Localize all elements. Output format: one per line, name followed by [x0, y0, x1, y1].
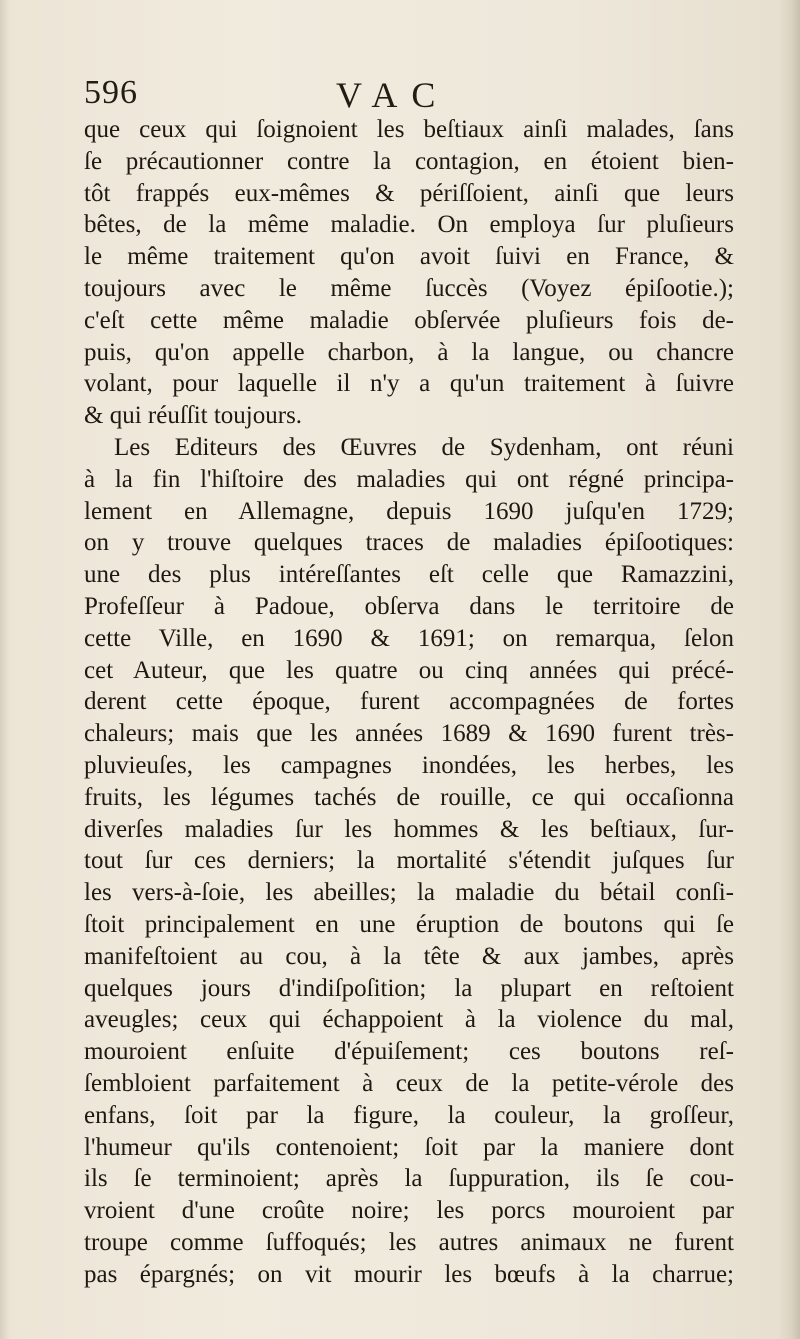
text-line: derent cette époque, furent accompagnées de fortes: [84, 688, 734, 716]
page-number: 596: [84, 74, 138, 111]
text-line: on y trouve quelques traces de maladies épiſootiques:: [84, 529, 734, 557]
text-line: ſe précautionner contre la contagion, en étoient bien-: [84, 147, 734, 175]
text-line: le même traitement qu'on avoit ſuivi en France, &: [84, 243, 734, 271]
text-line: ſembloient parfaitement à ceux de la petite-vérole des: [84, 1069, 734, 1097]
page-header: [84, 74, 734, 118]
text-line: cet Auteur, que les quatre ou cinq années qui précé-: [84, 656, 734, 684]
text-line: manifeſtoient au cou, à la tête & aux jambes, après: [84, 942, 734, 970]
text-line: que ceux qui ſoignoient les beſtiaux ainſi malades, ſans: [84, 116, 734, 143]
text-line: vroient d'une croûte noire; les porcs mouroient par: [84, 1197, 734, 1225]
running-head: VAC: [336, 75, 450, 115]
text-line: toujours avec le même ſuccès (Voyez épiſootie.);: [84, 274, 734, 302]
text-line: pas épargnés; on vit mourir les bœufs à la charrue;: [84, 1260, 734, 1288]
paragraph-start-line: Les Editeurs des Œuvres de Sydenham, ont réuni: [114, 433, 734, 461]
text-line: pluvieuſes, les campagnes inondées, les herbes, les: [84, 751, 734, 779]
spine-shadow: [778, 0, 800, 1339]
text-line: puis, qu'on appelle charbon, à la langue, ou chancre: [84, 338, 734, 366]
page-left-edge: [0, 0, 10, 1339]
text-line: l'humeur qu'ils contenoient; ſoit par la maniere dont: [84, 1133, 734, 1161]
text-line: lement en Allemagne, depuis 1690 juſqu'en 1729;: [84, 497, 734, 525]
text-line: chaleurs; mais que les années 1689 & 1690 furent très-: [84, 720, 734, 748]
text-line: cette Ville, en 1690 & 1691; on remarqua, ſelon: [84, 624, 734, 652]
paragraph-end-line: & qui réuſſit toujours.: [84, 402, 303, 430]
text-line: tout ſur ces derniers; la mortalité s'étendit juſques ſur: [84, 847, 734, 875]
text-line: c'eſt cette même maladie obſervée pluſieurs fois de-: [84, 306, 734, 334]
text-line: fruits, les légumes tachés de rouille, ce qui occaſionna: [84, 783, 734, 811]
text-line: enfans, ſoit par la figure, la couleur, la groſſeur,: [84, 1101, 734, 1129]
text-line: diverſes maladies ſur les hommes & les beſtiaux, ſur-: [84, 815, 734, 843]
text-line: Profeſſeur à Padoue, obſerva dans le territoire de: [84, 592, 734, 620]
body-text: [84, 114, 734, 1290]
text-line: une des plus intéreſſantes eſt celle que Ramazzini,: [84, 561, 734, 589]
text-line: bêtes, de la même maladie. On employa ſur pluſieurs: [84, 211, 734, 239]
text-line: mouroient enſuite d'épuiſement; ces boutons reſ-: [84, 1038, 734, 1066]
text-line: à la fin l'hiſtoire des maladies qui ont régné principa-: [84, 465, 734, 493]
text-line: tôt frappés eux-mêmes & périſſoient, ainſi que leurs: [84, 179, 734, 207]
text-line: quelques jours d'indiſpoſition; la plupart en reſtoient: [84, 974, 734, 1002]
text-line: volant, pour laquelle il n'y a qu'un traitement à ſuivre: [84, 370, 734, 398]
text-line: aveugles; ceux qui échappoient à la violence du mal,: [84, 1006, 734, 1034]
text-line: ils ſe terminoient; après la ſuppuration, ils ſe cou-: [84, 1165, 734, 1193]
text-line: les vers-à-ſoie, les abeilles; la maladie du bétail conſi-: [84, 879, 734, 907]
text-line: troupe comme ſuffoqués; les autres animaux ne furent: [84, 1228, 734, 1256]
text-line: ſtoit principalement en une éruption de boutons qui ſe: [84, 910, 734, 938]
